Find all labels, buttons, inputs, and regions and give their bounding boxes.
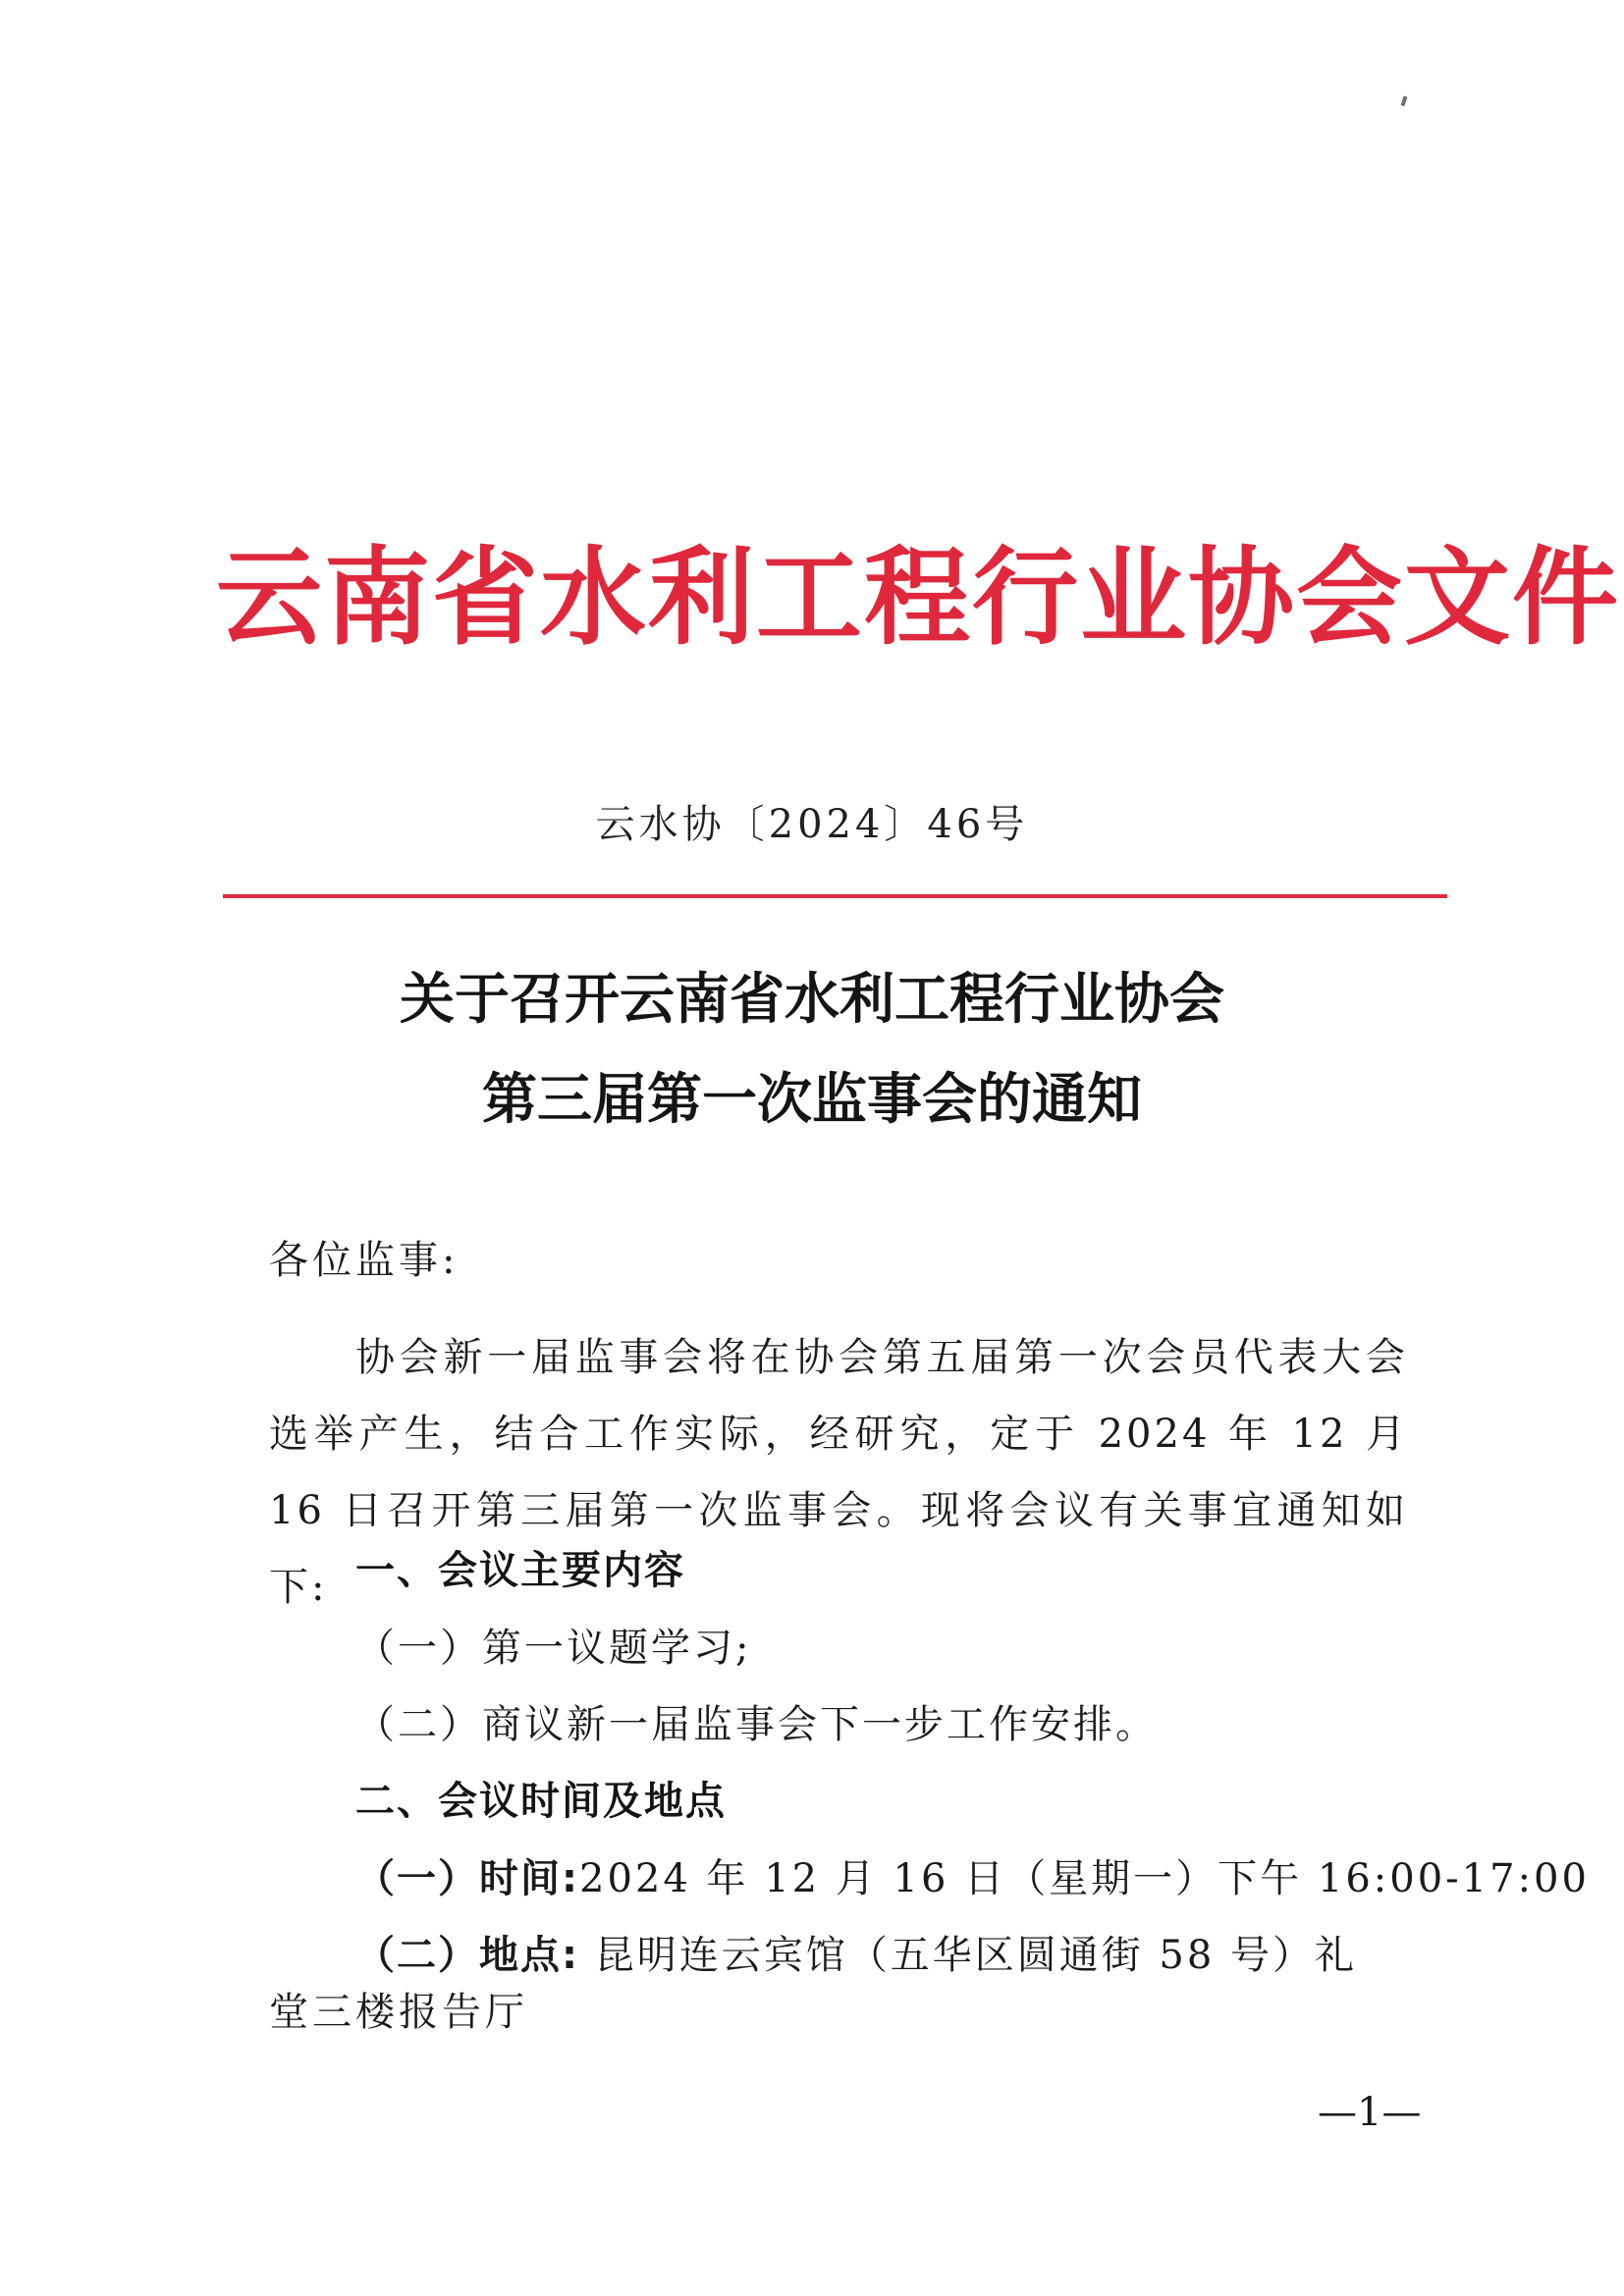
salutation: 各位监事: xyxy=(269,1238,460,1283)
meeting-content-item-1: （一）第一议题学习; xyxy=(355,1626,752,1671)
meeting-place-label: （二）地点: xyxy=(355,1933,579,1978)
organization-header-title: 云南省水利工程行业协会文件 xyxy=(216,536,1621,660)
notice-title-line-2: 第三届第一次监事会的通知 xyxy=(482,1067,1142,1132)
meeting-time-label: （一）时间: xyxy=(355,1856,579,1901)
meeting-content-item-2: （二）商议新一届监事会下一步工作安排。 xyxy=(355,1702,1158,1747)
document-number: 云水协〔2024〕46号 xyxy=(595,802,1029,847)
notice-title-line-1: 关于召开云南省水利工程行业协会 xyxy=(400,967,1224,1032)
page-number: —1— xyxy=(1318,2090,1422,2135)
meeting-place-continuation: 堂三楼报告厅 xyxy=(269,1990,528,2035)
meeting-place-line xyxy=(355,1933,1358,1978)
section-heading-meeting-content: 一、会议主要内容 xyxy=(355,1548,685,1593)
stray-mark xyxy=(1401,96,1408,107)
meeting-time-value: 2024 年 12 月 16 日（星期一）下午 16:00-17:00 xyxy=(579,1856,1590,1901)
meeting-place-value: 昆明连云宾馆（五华区圆通街 58 号）礼 xyxy=(579,1933,1358,1978)
section-heading-time-place: 二、会议时间及地点 xyxy=(355,1779,727,1824)
body-paragraph: 协会新一届监事会将在协会第五届第一次会员代表大会选举产生，结合工作实际，经研究，定于 2024 年 12 月 16 日召开第三届第一次监事会。现将会议有关事宜通知如下: xyxy=(269,1335,1408,1610)
red-divider-line xyxy=(223,894,1447,898)
meeting-time-line xyxy=(355,1856,1590,1901)
